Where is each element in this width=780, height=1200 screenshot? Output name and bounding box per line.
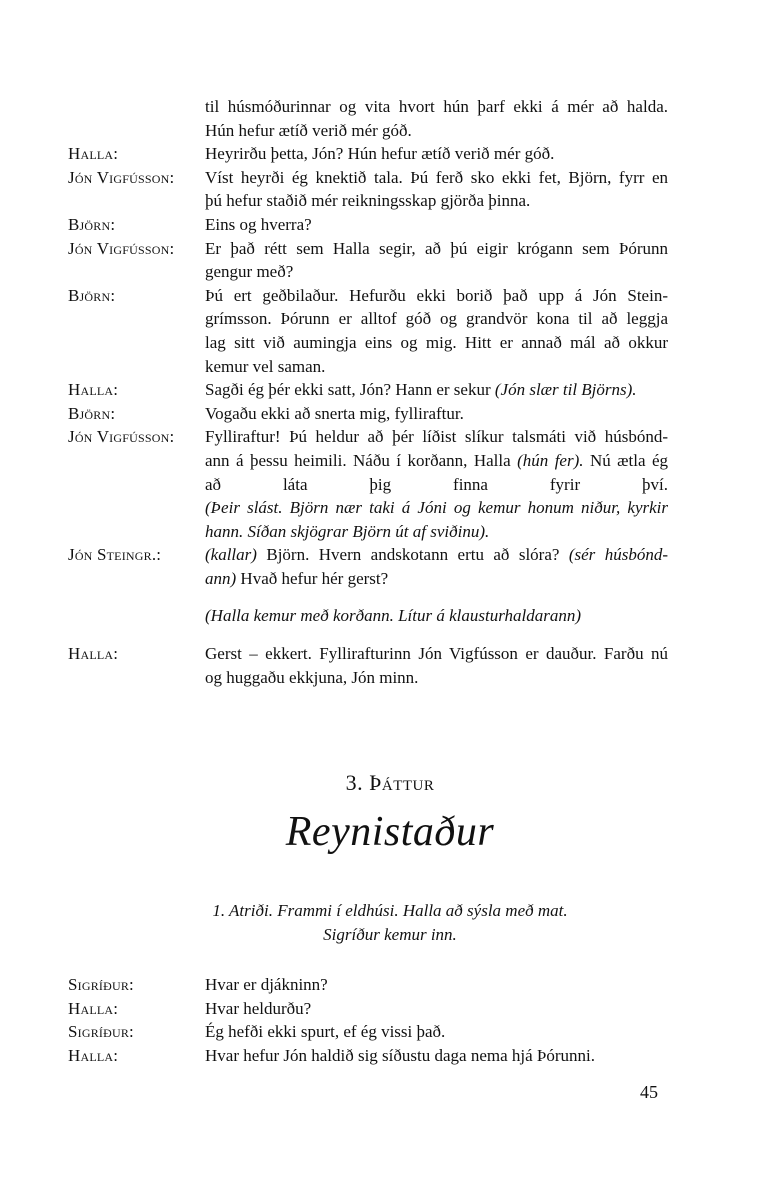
- stage-direction: (hún fer).: [517, 450, 584, 470]
- speech-line: [205, 355, 668, 379]
- speech-text: [205, 95, 668, 142]
- speech-line: [205, 189, 668, 213]
- dialogue-entry: [68, 973, 668, 997]
- spoken-text: Fylliraftur! Þú heldur að þér líðist slíkur talsmáti við húsbónd-: [205, 427, 668, 447]
- spoken-text: Víst heyrði ég knektið tala. Þú ferð sko ekki fet, Björn, fyrr en: [205, 167, 668, 187]
- dialogue-entry: [68, 213, 668, 237]
- speech-text: [205, 237, 668, 284]
- speech-line: [205, 166, 668, 190]
- dialogue-entry: [68, 237, 668, 284]
- act-heading: [0, 770, 780, 796]
- speech-line: [205, 284, 668, 308]
- page-number: 45: [640, 1082, 658, 1102]
- spoken-text: lag sitt við aumingja eins og mig. Hitt er annað mál að okkur: [205, 332, 668, 352]
- speaker-name: Jón Vigfússon:: [68, 427, 175, 447]
- stage-direction: (Þeir slást. Björn nær taki á Jóni og kemur honum niður, kyrkir: [205, 498, 668, 518]
- speech-text: [205, 402, 668, 426]
- scene-heading-line-2: Sigríður kemur inn.: [323, 924, 457, 944]
- stage-direction: hann. Síðan skjögrar Björn út af sviðinu).: [205, 521, 490, 541]
- speech-line: [205, 496, 668, 520]
- spoken-text: Vogaðu ekki að snerta mig, fylliraftur.: [205, 403, 464, 423]
- spoken-text: Nú ætla ég: [583, 450, 668, 470]
- speech-text: [205, 142, 668, 166]
- speech-line: [205, 543, 668, 567]
- speech-text: [205, 213, 668, 237]
- spoken-text: Hvað hefur hér gerst?: [236, 568, 389, 588]
- dialogue-entry: [68, 1020, 668, 1044]
- spoken-text: Heyrirðu þetta, Jón? Hún hefur ætíð verið mér góð.: [205, 144, 555, 164]
- speech-line: [205, 642, 668, 666]
- speech-text: [205, 1044, 668, 1068]
- speech-line: [205, 997, 668, 1021]
- spoken-text: Hvar er djákninn?: [205, 975, 328, 994]
- stage-direction: (sér húsbónd-: [568, 545, 668, 565]
- dialogue-entry: [68, 284, 668, 378]
- scene-heading-line-1: 1. Atriði. Frammi í eldhúsi. Halla að sýsla með mat.: [212, 901, 568, 920]
- speech-text: [205, 166, 668, 213]
- spoken-text: Hvar hefur Jón haldið sig síðustu daga nema hjá Þórunni.: [205, 1045, 595, 1065]
- spoken-text: Hún hefur ætíð verið mér góð.: [205, 120, 412, 140]
- spoken-text: til húsmóðurinnar og vita hvort hún þarf ekki á mér að halda.: [205, 97, 668, 116]
- speech-line: [205, 973, 668, 997]
- speech-text: [205, 642, 668, 689]
- act-label: Þáttur: [369, 770, 435, 795]
- spoken-text: Hvar heldurðu?: [205, 998, 312, 1018]
- spoken-text: þú hefur staðið mér reikningsskap gjörða þinna.: [205, 191, 531, 211]
- speaker-name: [68, 604, 205, 628]
- dialogue-entry: [68, 425, 668, 543]
- speaker-name: Halla:: [68, 644, 119, 664]
- speech-text: [205, 378, 668, 402]
- speech-line: [205, 1020, 668, 1044]
- dialogue-entry: [68, 543, 668, 590]
- speech-text: [205, 1020, 668, 1044]
- dialogue-entry: [68, 142, 668, 166]
- speaker-name: Halla:: [68, 144, 119, 164]
- speech-line: [205, 142, 668, 166]
- speaker-name: Halla:: [68, 1045, 119, 1065]
- dialogue-entry: [68, 1044, 668, 1068]
- spoken-text: Eins og hverra?: [205, 214, 312, 234]
- speech-line: [205, 520, 668, 544]
- speech-text: [205, 425, 668, 543]
- speech-line: [205, 604, 668, 628]
- spoken-text: Sagði ég þér ekki satt, Jón? Hann er sekur: [205, 380, 495, 400]
- speech-line: [205, 119, 668, 143]
- dialogue-entry: [68, 642, 668, 689]
- speech-text: [205, 284, 668, 378]
- speech-line: [205, 473, 668, 497]
- dialogue-entry: [68, 95, 668, 142]
- spoken-text: Er það rétt sem Halla segir, að þú eigir krógann sem Þórunn: [205, 238, 668, 258]
- spoken-text: kemur vel saman.: [205, 356, 326, 376]
- speaker-name: Björn:: [68, 214, 116, 234]
- speaker-name: Halla:: [68, 380, 119, 400]
- speaker-name: Sigríður:: [68, 1022, 134, 1042]
- dialogue-top: [68, 95, 668, 689]
- speech-line: [205, 1044, 668, 1068]
- speaker-name: Jón Steingr.:: [68, 545, 162, 565]
- scene-heading: [0, 899, 780, 946]
- speech-line: [205, 378, 668, 402]
- spoken-text: gengur með?: [205, 262, 294, 282]
- spoken-text: og huggaðu ekkjuna, Jón minn.: [205, 667, 419, 687]
- speech-line: [205, 425, 668, 449]
- speech-line: [205, 260, 668, 284]
- spoken-text: ann á þessu heimili. Náðu í korðann, Halla: [205, 450, 518, 470]
- speaker-name: Björn:: [68, 403, 116, 423]
- spoken-text: Gerst – ekkert. Fyllirafturinn Jón Vigfússon er dauður. Farðu nú: [205, 644, 668, 664]
- dialogue-bottom: [68, 973, 668, 1067]
- speech-text: [205, 973, 668, 997]
- speech-text: [205, 604, 668, 628]
- dialogue-entry: [68, 378, 668, 402]
- play-section-title: Reynistaður: [285, 809, 495, 855]
- act-number: 3.: [345, 770, 364, 795]
- speaker-name: Björn:: [68, 285, 116, 305]
- speech-text: [205, 543, 668, 590]
- speech-line: [205, 237, 668, 261]
- dialogue-entry: [68, 166, 668, 213]
- speech-line: [205, 331, 668, 355]
- spoken-text: Björn. Hvern andskotann ertu að slóra?: [256, 545, 569, 565]
- speech-text: [205, 997, 668, 1021]
- speech-line: [205, 307, 668, 331]
- speech-line: [205, 666, 668, 690]
- stage-direction: (Jón slær til Björns).: [494, 380, 637, 400]
- spoken-text: Ég hefði ekki spurt, ef ég vissi það.: [205, 1022, 446, 1042]
- speech-line: [205, 567, 668, 591]
- speaker-name: Sigríður:: [68, 975, 134, 994]
- speaker-name: Halla:: [68, 998, 119, 1018]
- dialogue-entry: [68, 604, 668, 628]
- speaker-name: Jón Vigfússon:: [68, 167, 175, 187]
- stage-direction: (kallar): [205, 545, 257, 565]
- speaker-name: [68, 95, 205, 142]
- stage-direction: (Halla kemur með korðann. Lítur á klausturhaldarann): [205, 606, 582, 626]
- speech-line: [205, 449, 668, 473]
- speech-line: [205, 95, 668, 119]
- speech-line: [205, 213, 668, 237]
- speech-line: [205, 402, 668, 426]
- dialogue-entry: [68, 402, 668, 426]
- spoken-text: að láta þig finna fyrir því.: [205, 474, 668, 494]
- spoken-text: grímsson. Þórunn er alltof góð og grandvör kona til að leggja: [205, 309, 668, 329]
- spoken-text: Þú ert geðbilaður. Hefurðu ekki borið það upp á Jón Stein-: [205, 285, 668, 305]
- dialogue-entry: [68, 997, 668, 1021]
- spacer: [68, 590, 668, 604]
- spacer: [68, 628, 668, 642]
- speaker-name: Jón Vigfússon:: [68, 238, 175, 258]
- stage-direction: ann): [205, 568, 237, 588]
